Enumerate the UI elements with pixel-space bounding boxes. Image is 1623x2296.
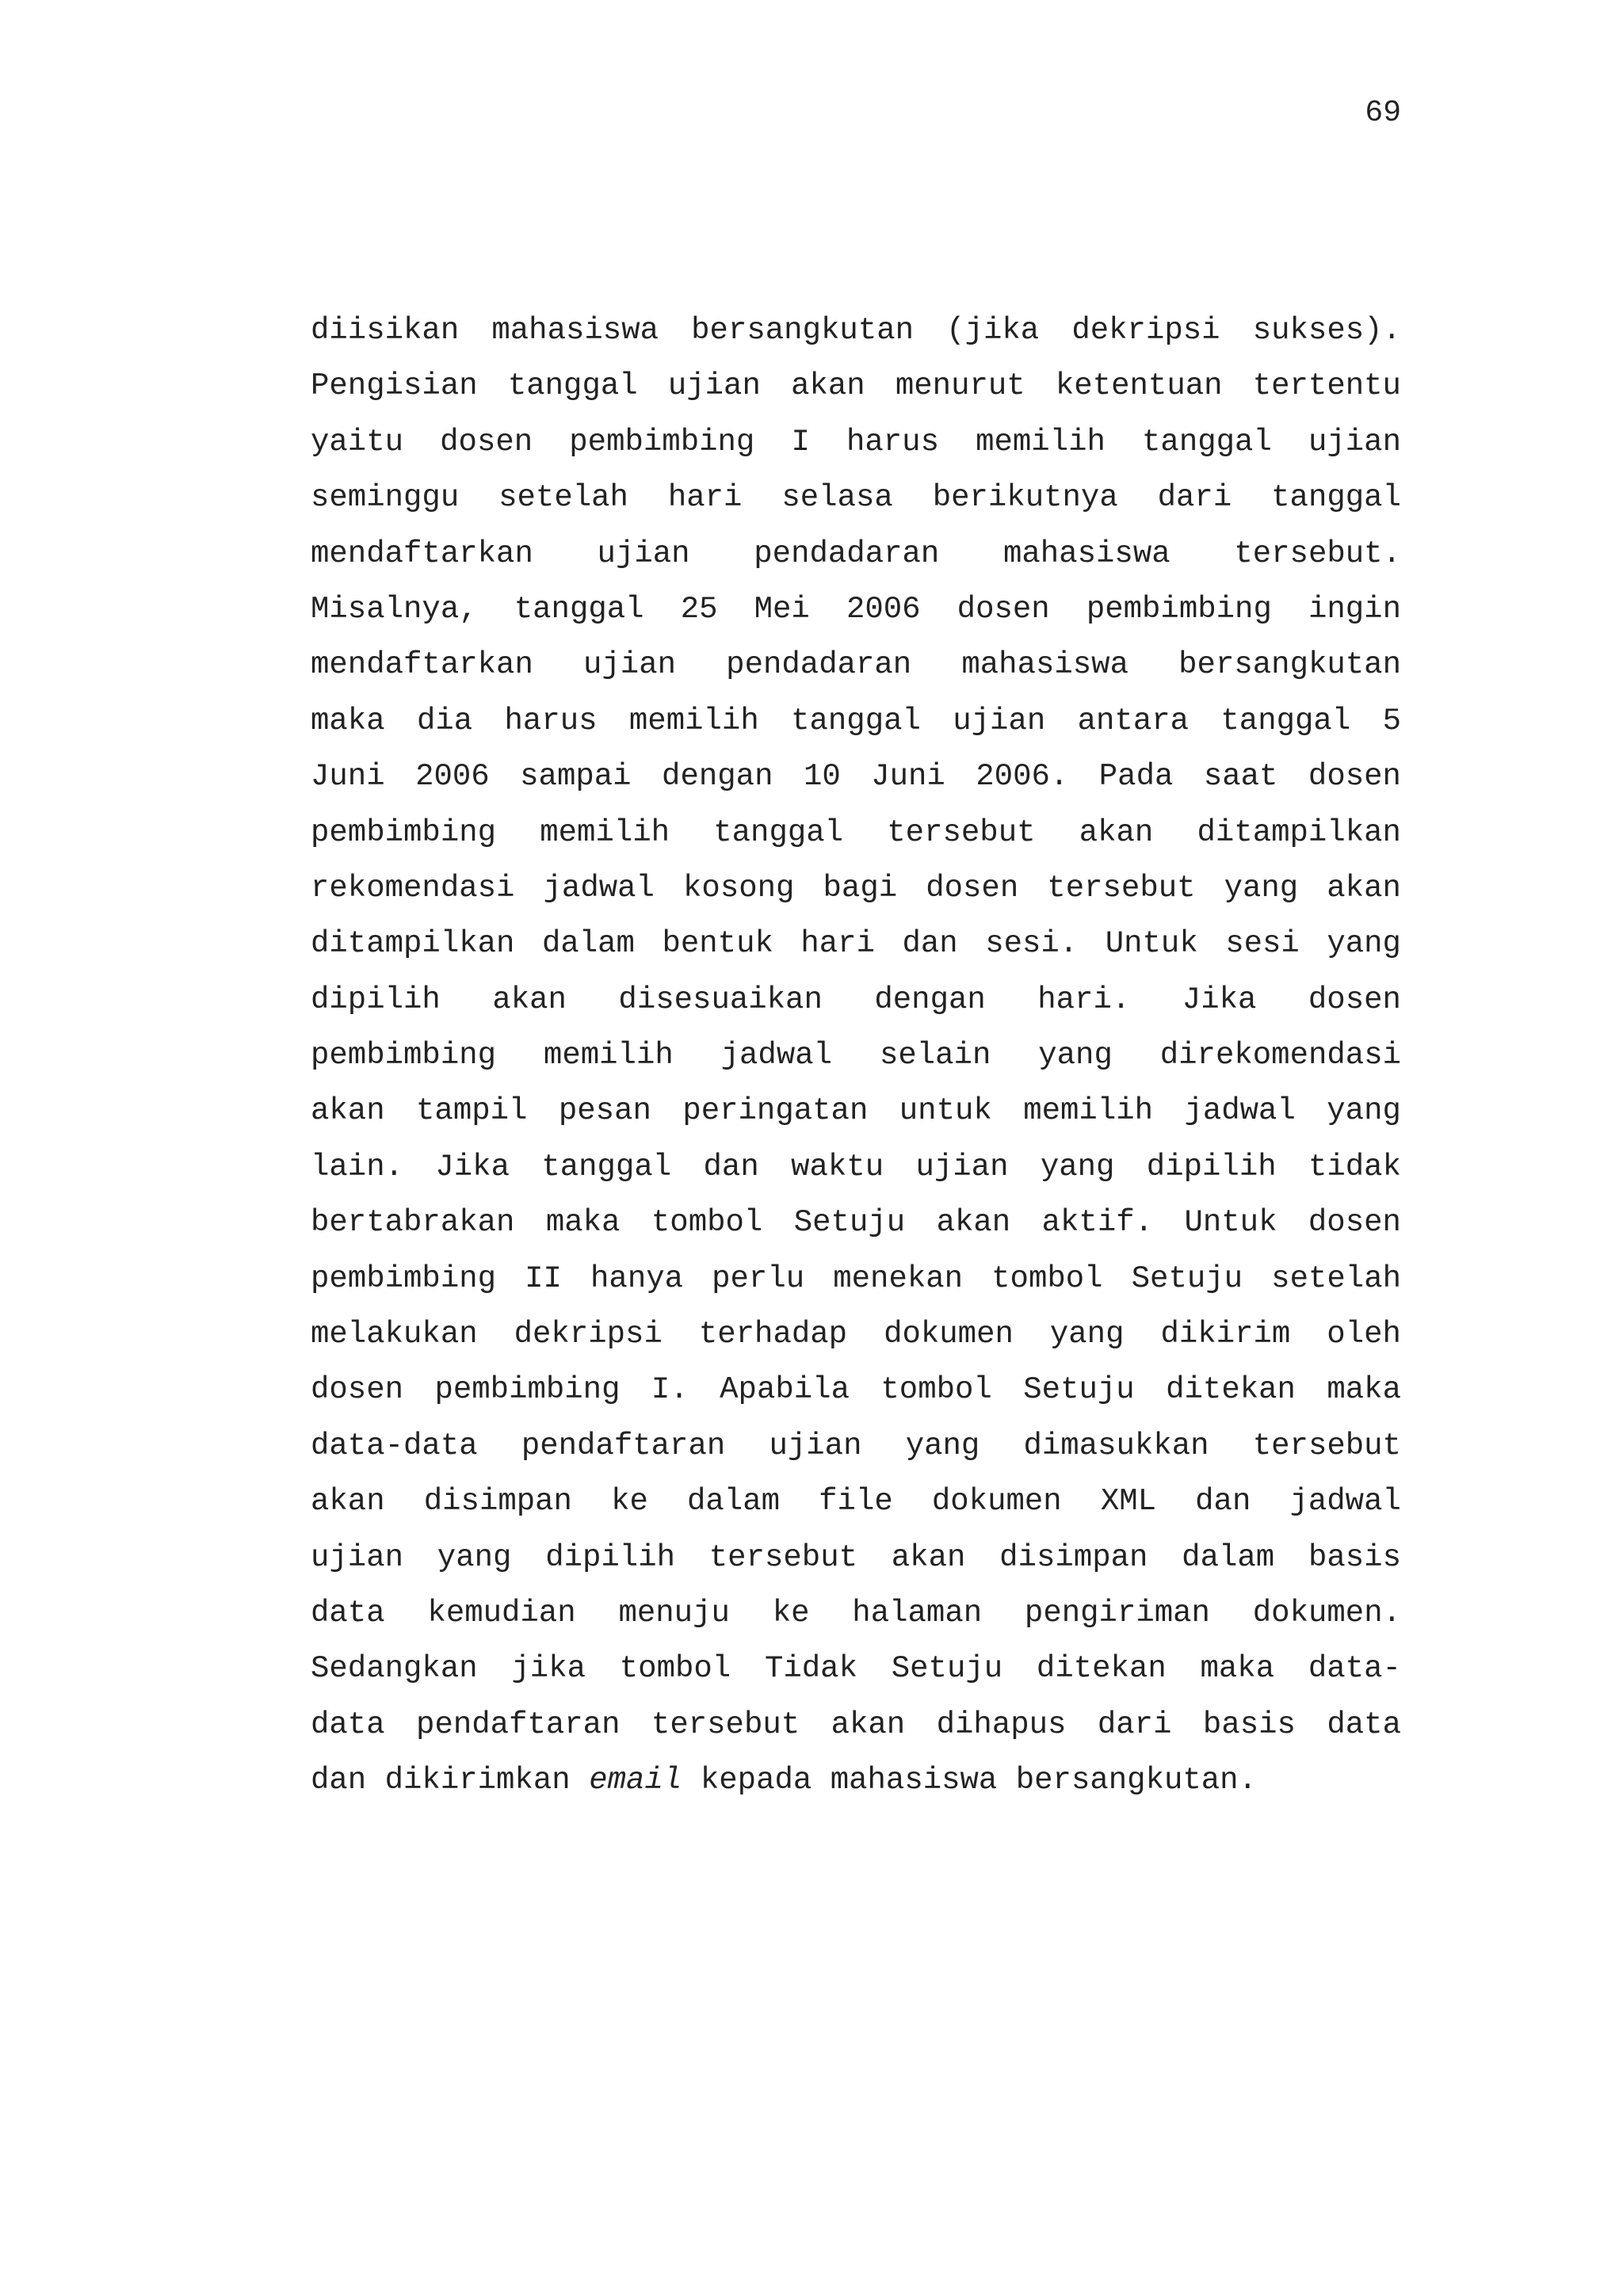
- text-word: akan: [891, 1539, 966, 1575]
- text-word: ujian: [667, 368, 761, 404]
- text-line: [311, 585, 1401, 640]
- text-word: pembimbing: [311, 814, 497, 850]
- text-word: tertentu: [1252, 368, 1401, 404]
- text-word: jadwal: [1184, 1093, 1296, 1129]
- text-word: dosen: [1308, 982, 1401, 1017]
- text-word: mendaftarkan: [311, 647, 533, 683]
- text-word: jadwal: [1289, 1484, 1401, 1520]
- text-word: sesi: [1225, 926, 1300, 962]
- text-word: bagi: [823, 870, 898, 906]
- text-line: [311, 864, 1401, 919]
- text-word: pembimbing: [434, 1372, 621, 1408]
- text-word: tombol: [651, 1205, 763, 1241]
- text-word: dia: [416, 703, 473, 738]
- text-word: ketentuan: [1055, 368, 1223, 404]
- text-line: [311, 1589, 1401, 1644]
- text-word: (jika: [946, 313, 1040, 348]
- text-word: akan: [791, 368, 865, 404]
- text-word: dimasukkan: [1023, 1428, 1209, 1463]
- text-word: dekripsi: [514, 1317, 663, 1352]
- text-word: kemudian: [427, 1595, 576, 1630]
- text-word: hari: [667, 480, 743, 516]
- text-word: akan: [831, 1707, 906, 1742]
- text-word: ke: [611, 1484, 648, 1520]
- text-word: yang: [1038, 1038, 1113, 1074]
- text-word: yang: [437, 1539, 512, 1575]
- text-line: [311, 919, 1401, 974]
- text-line: [311, 1365, 1401, 1421]
- text-word: maka: [311, 703, 385, 738]
- text-word: dikirim: [1160, 1317, 1291, 1352]
- text-word: dengan: [662, 759, 773, 795]
- text-word: peringatan: [682, 1093, 869, 1129]
- text-word: Setuju: [1131, 1261, 1243, 1296]
- text-word: dalam: [1182, 1539, 1275, 1575]
- text-word: memilih: [540, 814, 670, 850]
- text-word: tanggal: [1271, 480, 1401, 516]
- text-line: [311, 1310, 1401, 1365]
- text-word: waktu: [791, 1149, 884, 1184]
- text-word: tersebut: [887, 814, 1036, 850]
- text-word: Jika: [435, 1149, 510, 1184]
- text-word: Untuk: [1184, 1205, 1277, 1241]
- text-word: saat: [1203, 759, 1278, 795]
- text-word: melakukan: [311, 1317, 478, 1352]
- text-word: disimpan: [423, 1484, 572, 1520]
- text-line: [311, 306, 1401, 361]
- text-word: pendadaran: [754, 536, 940, 571]
- text-word: 25: [680, 591, 718, 627]
- text-line: [311, 1533, 1401, 1589]
- text-line: [311, 640, 1401, 696]
- text-word: yang: [1049, 1317, 1125, 1352]
- text-word: dosen: [1308, 1205, 1401, 1241]
- text-word: akan: [1079, 814, 1154, 850]
- text-word: yang: [1040, 1149, 1115, 1184]
- text-word: hari: [800, 926, 875, 962]
- text-word: halaman: [852, 1595, 983, 1630]
- text-word: ujian: [597, 536, 690, 571]
- text-word: dari: [1157, 480, 1232, 516]
- text-word: Setuju: [1023, 1372, 1135, 1408]
- text-line: [311, 1142, 1401, 1198]
- text-word: sukses).: [1252, 313, 1401, 348]
- text-word: seminggu: [311, 480, 460, 516]
- text-word: tersebut: [1047, 870, 1196, 906]
- text-word: Pada: [1098, 759, 1174, 795]
- text-word: tombol: [619, 1651, 731, 1687]
- text-word: Apabila: [720, 1372, 850, 1408]
- text-word: data-data: [311, 1428, 478, 1463]
- text-word: disimpan: [999, 1539, 1148, 1575]
- text-word: Juni: [311, 759, 385, 795]
- text-word: ujian: [953, 703, 1046, 738]
- text-line: [311, 1700, 1401, 1756]
- text-word: file: [819, 1484, 893, 1520]
- text-word: akan: [936, 1205, 1011, 1241]
- text-word: dihapus: [936, 1707, 1067, 1742]
- text-word: memilih: [543, 1038, 674, 1074]
- text-word: diisikan: [311, 313, 460, 348]
- text-word: dokumen.: [1252, 1595, 1401, 1630]
- text-word: 2006.: [976, 759, 1069, 795]
- text-word: maka: [545, 1205, 621, 1241]
- text-word: ujian: [583, 647, 677, 683]
- text-word: akan: [311, 1484, 385, 1520]
- text-word: disesuaikan: [618, 982, 823, 1017]
- text-word: dan: [703, 1149, 759, 1184]
- text-word: tanggal: [507, 368, 638, 404]
- text-line: [311, 696, 1401, 752]
- text-word: menekan: [833, 1261, 964, 1296]
- text-word: dosen: [440, 424, 533, 460]
- text-word: 10: [803, 759, 841, 795]
- text-word: dekripsi: [1071, 313, 1220, 348]
- text-word: ditampilkan: [311, 926, 515, 962]
- text-word: kepada mahasiswa bersangkutan.: [700, 1763, 1257, 1798]
- text-word: dan: [1195, 1484, 1251, 1520]
- text-line: [311, 1756, 1401, 1811]
- text-word: dan dikirimkan: [311, 1763, 571, 1798]
- text-word: dosen: [926, 870, 1019, 906]
- text-word: memilih: [976, 424, 1106, 460]
- emphasized-word: email: [589, 1763, 682, 1798]
- text-line: [311, 808, 1401, 864]
- text-word: tersebut: [708, 1539, 858, 1575]
- text-word: pesan: [558, 1093, 651, 1129]
- text-word: mahasiswa: [1003, 536, 1170, 571]
- text-word: perlu: [712, 1261, 805, 1296]
- text-word: dosen: [957, 591, 1050, 627]
- text-word: bersangkutan: [691, 313, 915, 348]
- text-word: akan: [311, 1093, 385, 1129]
- text-word: antara: [1077, 703, 1190, 738]
- text-line: [311, 418, 1401, 473]
- text-word: data-: [1308, 1651, 1401, 1687]
- text-word: 2006: [846, 591, 921, 627]
- text-word: rekomendasi: [311, 870, 515, 906]
- text-word: berikutnya: [932, 480, 1118, 516]
- text-word: tombol: [880, 1372, 992, 1408]
- text-word: tanggal: [1142, 424, 1272, 460]
- text-word: pendaftaran: [521, 1428, 726, 1463]
- text-word: tanggal: [514, 591, 644, 627]
- text-word: ingin: [1308, 591, 1401, 627]
- text-word: dan: [902, 926, 958, 962]
- text-word: tanggal: [791, 703, 921, 738]
- text-word: tersebut.: [1234, 536, 1401, 571]
- text-word: 2006: [415, 759, 490, 795]
- text-word: pendadaran: [726, 647, 912, 683]
- text-word: menuju: [618, 1595, 730, 1630]
- text-word: dipilih: [1146, 1149, 1277, 1184]
- text-word: Tidak: [764, 1651, 857, 1687]
- text-word: terhadap: [698, 1317, 848, 1352]
- text-word: Mei: [754, 591, 810, 627]
- text-word: harus: [846, 424, 939, 460]
- text-word: tanggal: [541, 1149, 672, 1184]
- text-line: [311, 1198, 1401, 1253]
- text-word: pembimbing: [311, 1261, 497, 1296]
- text-word: Sedangkan: [311, 1651, 478, 1687]
- text-word: selain: [879, 1038, 991, 1074]
- text-word: Untuk: [1105, 926, 1198, 962]
- text-line: [311, 1254, 1401, 1310]
- text-line: [311, 1644, 1401, 1699]
- text-word: setelah: [498, 480, 628, 516]
- text-word: dipilih: [545, 1539, 676, 1575]
- text-word: dokumen: [884, 1317, 1014, 1352]
- text-word: memilih: [628, 703, 759, 738]
- text-line: [311, 975, 1401, 1031]
- text-word: hari.: [1037, 982, 1131, 1017]
- text-word: yang: [1327, 1093, 1401, 1129]
- text-word: bersangkutan: [1178, 647, 1401, 683]
- text-word: jadwal: [543, 870, 655, 906]
- text-word: data: [311, 1595, 385, 1630]
- text-word: ujian: [1308, 424, 1401, 460]
- text-word: pembimbing: [569, 424, 755, 460]
- text-line: [311, 1477, 1401, 1532]
- text-word: ditekan: [1166, 1372, 1296, 1408]
- text-line: [311, 752, 1401, 807]
- text-word: tanggal: [1220, 703, 1351, 738]
- text-word: lain.: [311, 1149, 404, 1184]
- body-paragraph: [311, 306, 1401, 1812]
- text-line: [311, 1421, 1401, 1477]
- text-word: basis: [1202, 1707, 1296, 1742]
- text-word: direkomendasi: [1159, 1038, 1401, 1074]
- text-word: tersebut: [651, 1707, 800, 1742]
- text-word: tampil: [416, 1093, 528, 1129]
- text-word: harus: [504, 703, 598, 738]
- text-word: mahasiswa: [961, 647, 1128, 683]
- text-word: dalam: [687, 1484, 781, 1520]
- text-word: tanggal: [713, 814, 844, 850]
- text-word: maka: [1200, 1651, 1275, 1687]
- text-word: mendaftarkan: [311, 536, 533, 571]
- text-word: dalam: [541, 926, 635, 962]
- text-word: untuk: [899, 1093, 992, 1129]
- text-word: ditekan: [1036, 1651, 1167, 1687]
- text-word: bertabrakan: [311, 1205, 515, 1241]
- text-word: akan: [492, 982, 567, 1017]
- text-word: XML: [1100, 1484, 1157, 1520]
- text-word: sesi.: [985, 926, 1079, 962]
- text-word: pengiriman: [1024, 1595, 1210, 1630]
- text-word: Misalnya,: [311, 591, 478, 627]
- text-word: pendaftaran: [416, 1707, 621, 1742]
- text-word: ujian: [769, 1428, 862, 1463]
- text-word: 5: [1382, 703, 1401, 738]
- text-word: menurut: [895, 368, 1025, 404]
- text-word: ujian: [311, 1539, 404, 1575]
- text-word: ditampilkan: [1197, 814, 1401, 850]
- text-word: tombol: [991, 1261, 1103, 1296]
- text-word: yang: [1327, 926, 1401, 962]
- text-word: I: [791, 424, 810, 460]
- text-word: yang: [905, 1428, 980, 1463]
- text-line: [311, 1086, 1401, 1142]
- text-word: jadwal: [720, 1038, 833, 1074]
- text-word: yaitu: [311, 424, 404, 460]
- text-word: kosong: [683, 870, 795, 906]
- text-word: dosen: [1308, 759, 1401, 795]
- text-word: akan: [1327, 870, 1401, 906]
- text-word: Pengisian: [311, 368, 478, 404]
- text-word: ke: [772, 1595, 810, 1630]
- text-word: dokumen: [931, 1484, 1062, 1520]
- text-word: hanya: [590, 1261, 684, 1296]
- text-word: Setuju: [793, 1205, 906, 1241]
- text-word: pembimbing: [311, 1038, 497, 1074]
- text-line: [311, 361, 1401, 417]
- text-word: bentuk: [662, 926, 773, 962]
- text-line: [311, 1031, 1401, 1086]
- page-number: 69: [1365, 96, 1401, 130]
- text-word: Juni: [871, 759, 945, 795]
- text-word: basis: [1308, 1539, 1401, 1575]
- text-word: ujian: [915, 1149, 1009, 1184]
- text-word: maka: [1327, 1372, 1401, 1408]
- text-word: selasa: [781, 480, 893, 516]
- text-word: dari: [1097, 1707, 1172, 1742]
- text-word: II: [525, 1261, 562, 1296]
- text-word: I.: [651, 1372, 689, 1408]
- text-word: sampai: [520, 759, 632, 795]
- text-word: data: [311, 1707, 385, 1742]
- text-line: [311, 529, 1401, 585]
- text-word: pembimbing: [1086, 591, 1272, 627]
- text-word: dengan: [874, 982, 986, 1017]
- text-word: aktif.: [1041, 1205, 1154, 1241]
- text-word: memilih: [1023, 1093, 1154, 1129]
- text-word: setelah: [1271, 1261, 1401, 1296]
- text-word: tersebut: [1252, 1428, 1401, 1463]
- text-word: yang: [1224, 870, 1299, 906]
- text-word: oleh: [1327, 1317, 1401, 1352]
- text-word: dosen: [311, 1372, 404, 1408]
- text-word: mahasiswa: [491, 313, 659, 348]
- text-word: dipilih: [311, 982, 441, 1017]
- text-word: jika: [511, 1651, 586, 1687]
- text-line: [311, 473, 1401, 528]
- text-word: data: [1327, 1707, 1401, 1742]
- text-word: Setuju: [891, 1651, 1003, 1687]
- text-word: Jika: [1182, 982, 1257, 1017]
- text-word: tidak: [1308, 1149, 1401, 1184]
